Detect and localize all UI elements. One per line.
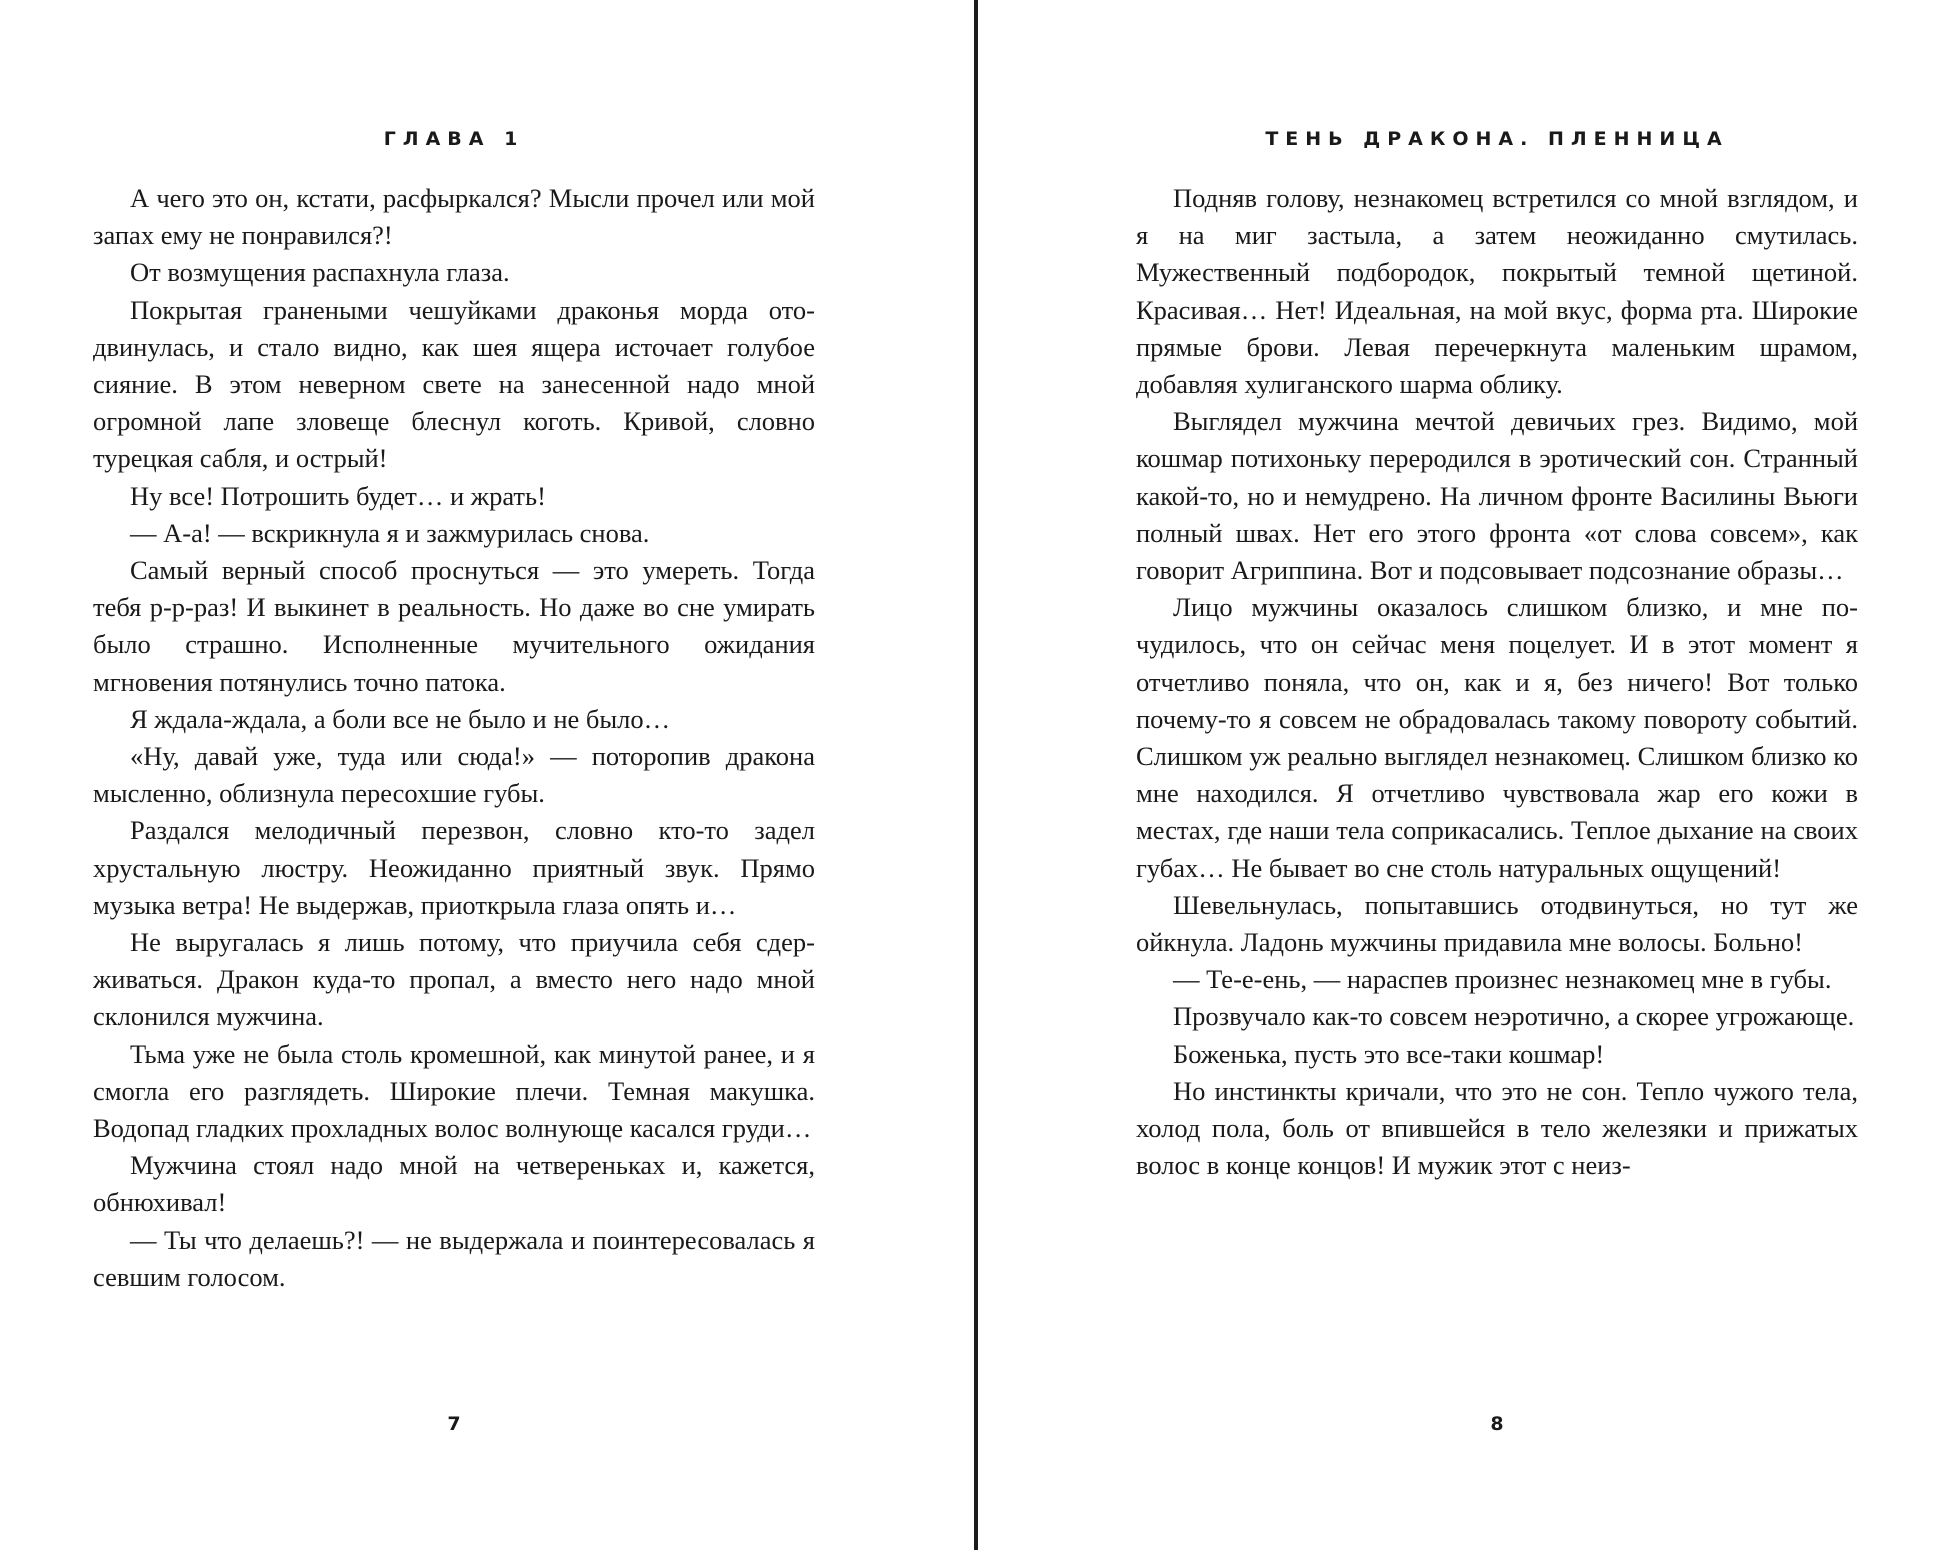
paragraph: — Те-е-ень, — нараспев произнес незнакомец мне в губы. (1173, 964, 1832, 995)
paragraph: — А-а! — вскрикнула я и зажмурилась снова. (130, 517, 650, 548)
paragraph: Раздался мелодичный перезвон, словно кто-то задел хрустальную люстру. Неожиданно приятный звук. Прямо музыка ветра! Не выдержав, приоткрыла глаза опять и… (93, 815, 815, 920)
paragraph: Боженька, пусть это все-таки кошмар! (1173, 1038, 1605, 1069)
running-head-chapter: ГЛАВА 1 (383, 128, 525, 150)
left-page-body (93, 180, 815, 1296)
paragraph: От возмущения распахнула глаза. (130, 257, 510, 288)
running-head-book-title: ТЕНЬ ДРАКОНА. ПЛЕННИЦА (1265, 128, 1729, 150)
left-page (93, 0, 815, 1550)
page-number: 7 (447, 1413, 461, 1435)
right-page (1136, 0, 1858, 1550)
paragraph: — Ты что делаешь?! — не выдержала и поинтересовалась я севшим голосом. (93, 1224, 815, 1292)
paragraph: «Ну, давай уже, туда или сюда!» — поторопив дракона мысленно, облизнула пересохшие губы. (93, 741, 815, 809)
paragraph: Я ждала-ждала, а боли все не было и не было… (130, 703, 671, 734)
paragraph: Шевельнулась, попытавшись отодвинуться, но тут же ойкнула. Ладонь мужчины придавила мне волосы. Больно! (1136, 889, 1858, 958)
paragraph: Не выругалась я лишь потому, что приучила себя сдерживаться. Дракон куда-то пропал, а вместо него надо мной склонился мужчина. (93, 927, 815, 1032)
paragraph: Выглядел мужчина мечтой девичьих грез. Видимо, мой кошмар потихоньку переродился в эротический сон. Странный какой-то, но и немудрено. На личном фронте Василины Вьюги полный швах. Нет его этого фронта «от слова совсем», как говорит Агриппина. Вот и подсовывает подсознание образы… (1136, 406, 1858, 586)
paragraph: Мужчина стоял надо мной на четвереньках и, кажется, обнюхивал! (93, 1150, 815, 1218)
spine-divider (974, 0, 978, 1550)
paragraph: Прозвучало как-то совсем неэротично, а скорее угрожающе. (1173, 1001, 1855, 1032)
paragraph: Самый верный способ проснуться — это умереть. Тогда тебя р-р-раз! И выкинет в реальность. Но даже во сне умирать было страшно. Исполненные мучительного ожидания мгновения потянулись точно патока. (93, 555, 815, 697)
paragraph: Лицо мужчины оказалось слишком близко, и мне почудилось, что он сейчас меня поцелует. И в этот момент я отчетливо поняла, что он, как и я, без ничего! Вот только почему-то я совсем не обрадовалась такому повороту событий. Слишком уж реально выглядел незнакомец. Слишком близко ко мне находился. Я отчетливо чувствовала жар его кожи в местах, где наши тела соприкасались. Теплое дыхание на своих губах… Не бывает во сне столь натуральных ощущений! (1136, 592, 1858, 883)
right-page-body (1136, 180, 1858, 1184)
page-number: 8 (1490, 1413, 1504, 1435)
paragraph: Ну все! Потрошить будет… и жрать! (130, 480, 546, 511)
paragraph: Покрытая гранеными чешуйками драконья морда отодвинулась, и стало видно, как шея ящера источает голубое сияние. В этом неверном свете на занесенной надо мной огромной лапе зловеще блеснул коготь. Кривой, словно турецкая сабля, и острый! (93, 294, 815, 474)
paragraph: Подняв голову, незнакомец встретился со мной взглядом, и я на миг застыла, а затем неожиданно смутилась. Мужественный подбородок, покрытый темной щетиной. Красивая… Нет! Идеальная, на мой вкус, форма рта. Широкие прямые брови. Левая перечеркнута маленьким шрамом, добавляя хулиганского шарма облику. (1136, 183, 1858, 400)
paragraph: А чего это он, кстати, расфыркался? Мысли прочел или мой запах ему не понравился?! (93, 183, 815, 251)
paragraph: Но инстинкты кричали, что это не сон. Тепло чужого тела, холод пола, боль от впившейся в тело железяки и прижатых волос в конце концов! И мужик этот с неиз- (1136, 1075, 1858, 1181)
paragraph: Тьма уже не была столь кромешной, как минутой ранее, и я смогла его разглядеть. Широкие плечи. Темная макушка. Водопад гладких прохладных волос волнующе касался груди… (93, 1038, 815, 1144)
